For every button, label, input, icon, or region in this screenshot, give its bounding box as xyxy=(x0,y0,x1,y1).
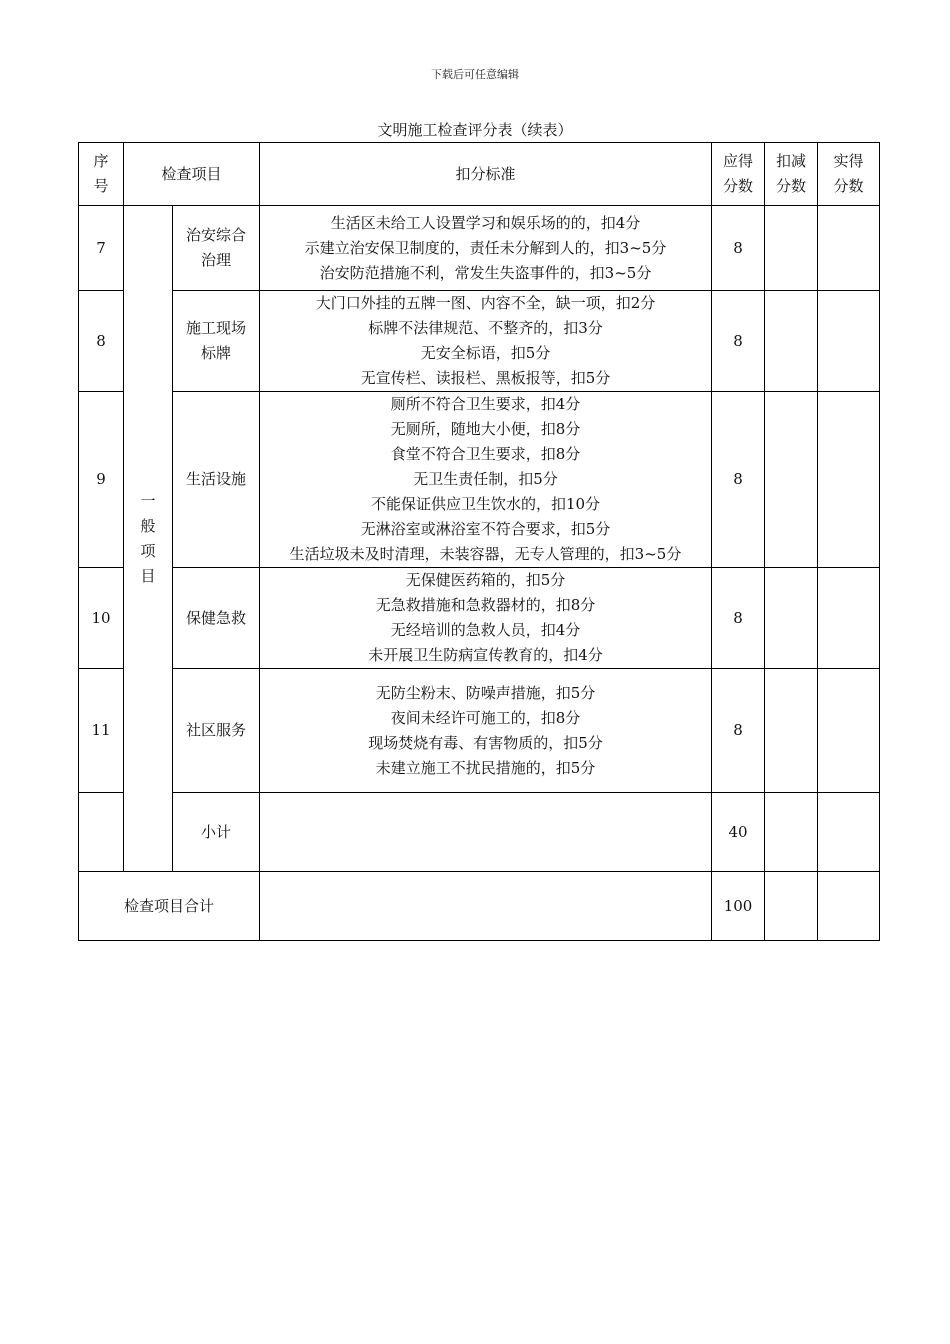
row-deduct-score xyxy=(765,669,818,793)
subtotal-row xyxy=(79,793,880,872)
subtotal-deduct xyxy=(765,793,818,872)
row-should-score: 8 xyxy=(712,392,765,568)
table-row xyxy=(79,669,880,793)
row-item: 治安综合 治理 xyxy=(173,206,260,291)
row-item: 保健急救 xyxy=(173,568,260,669)
row-item: 社区服务 xyxy=(173,669,260,793)
total-criteria xyxy=(260,872,712,941)
total-deduct xyxy=(765,872,818,941)
row-should-score: 8 xyxy=(712,206,765,291)
row-seq: 10 xyxy=(79,568,124,669)
row-actual-score xyxy=(818,206,880,291)
table-title: 文明施工检查评分表（续表） xyxy=(377,121,573,139)
header-actual-score: 实得 分数 xyxy=(818,143,880,206)
row-actual-score xyxy=(818,568,880,669)
subtotal-score: 40 xyxy=(712,793,765,872)
row-criteria: 无防尘粉末、防噪声措施，扣5分 夜间未经许可施工的，扣8分 现场焚烧有毒、有害物质的，扣5分 未建立施工不扰民措施的，扣5分 xyxy=(260,669,712,793)
row-actual-score xyxy=(818,291,880,392)
row-seq: 8 xyxy=(79,291,124,392)
header-item: 检查项目 xyxy=(124,143,260,206)
table-row xyxy=(79,206,880,291)
header-should-score: 应得 分数 xyxy=(712,143,765,206)
row-criteria: 厕所不符合卫生要求，扣4分 无厕所，随地大小便，扣8分 食堂不符合卫生要求，扣8分 无卫生责任制，扣5分 不能保证供应卫生饮水的，扣10分 无淋浴室或淋浴室不符合要求，扣5分 生活垃圾未及时清理，未装容器，无专人管理的，扣3~5分 xyxy=(260,392,712,568)
row-should-score: 8 xyxy=(712,568,765,669)
header-deduct-score: 扣减 分数 xyxy=(765,143,818,206)
total-label: 检查项目合计 xyxy=(79,872,260,941)
row-seq: 11 xyxy=(79,669,124,793)
header-seq: 序 号 xyxy=(79,143,124,206)
table-row xyxy=(79,568,880,669)
total-score: 100 xyxy=(712,872,765,941)
category-general: 一 般 项 目 xyxy=(124,206,173,872)
subtotal-criteria xyxy=(260,793,712,872)
row-criteria: 大门口外挂的五牌一图、内容不全，缺一项，扣2分 标牌不法律规范、不整齐的，扣3分 无安全标语，扣5分 无宣传栏、读报栏、黑板报等，扣5分 xyxy=(260,291,712,392)
row-deduct-score xyxy=(765,206,818,291)
row-deduct-score xyxy=(765,291,818,392)
subtotal-label: 小计 xyxy=(173,793,260,872)
row-item: 生活设施 xyxy=(173,392,260,568)
row-should-score: 8 xyxy=(712,291,765,392)
header-note: 下载后可任意编辑 xyxy=(431,68,519,81)
subtotal-actual xyxy=(818,793,880,872)
row-item: 施工现场 标牌 xyxy=(173,291,260,392)
table-row xyxy=(79,392,880,568)
row-actual-score xyxy=(818,669,880,793)
row-criteria: 生活区未给工人设置学习和娱乐场的的，扣4分 示建立治安保卫制度的，责任未分解到人的，扣3~5分 治安防范措施不利，常发生失盗事件的，扣3~5分 xyxy=(260,206,712,291)
total-row xyxy=(79,872,880,941)
row-should-score: 8 xyxy=(712,669,765,793)
table-row xyxy=(79,291,880,392)
header-criteria: 扣分标准 xyxy=(260,143,712,206)
row-deduct-score xyxy=(765,568,818,669)
header-row xyxy=(79,143,880,206)
row-seq: 9 xyxy=(79,392,124,568)
row-criteria: 无保健医药箱的，扣5分 无急救措施和急救器材的，扣8分 无经培训的急救人员，扣4分 未开展卫生防病宣传教育的，扣4分 xyxy=(260,568,712,669)
row-seq: 7 xyxy=(79,206,124,291)
total-actual xyxy=(818,872,880,941)
row-actual-score xyxy=(818,392,880,568)
score-table xyxy=(78,142,880,941)
subtotal-seq xyxy=(79,793,124,872)
row-deduct-score xyxy=(765,392,818,568)
